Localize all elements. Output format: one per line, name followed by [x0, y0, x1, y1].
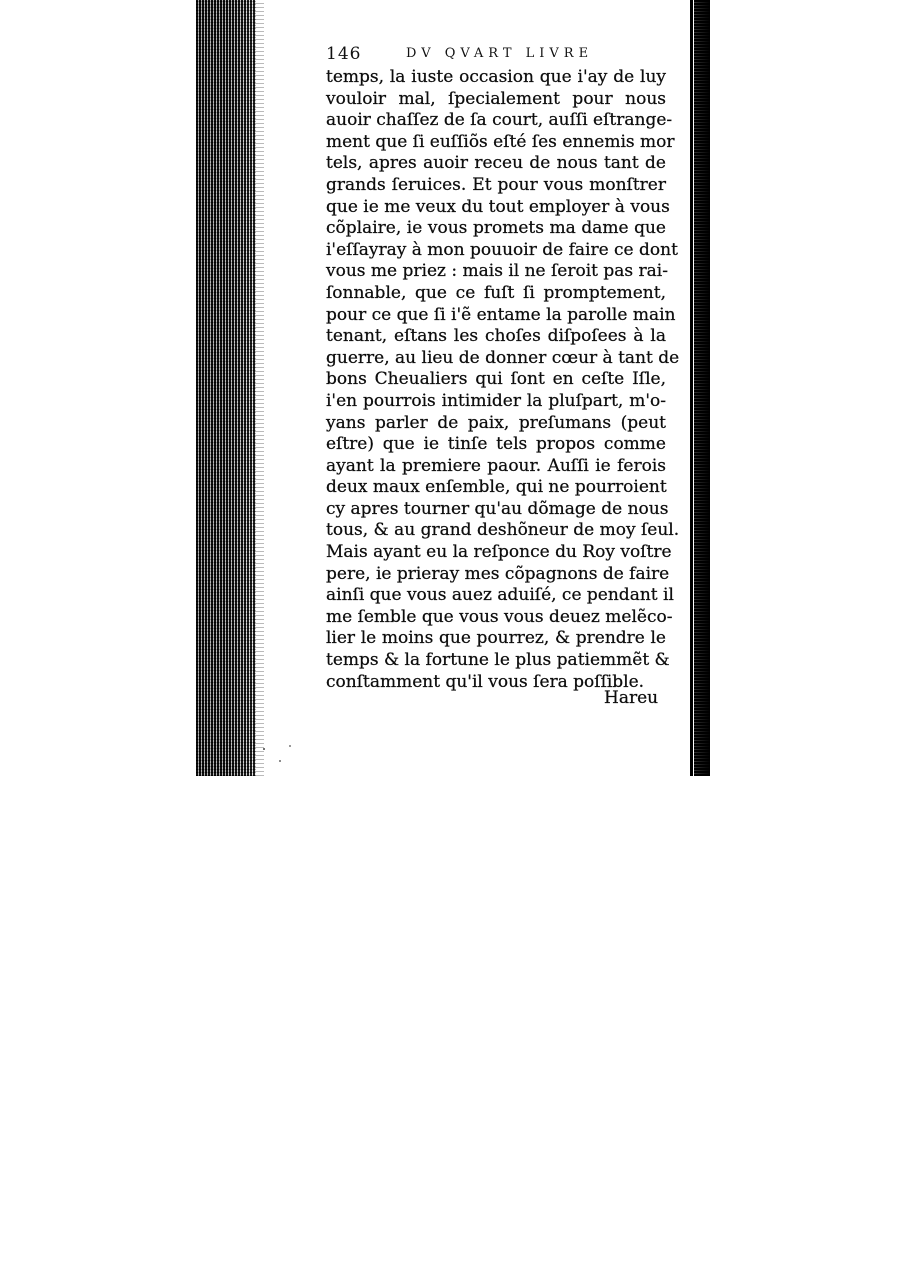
- text-line: temps & la fortune le plus patiemmẽt &: [326, 650, 670, 671]
- text-line: pere, ie prieray mes cõpagnons de faire: [326, 563, 670, 584]
- page-number: 146: [326, 44, 362, 64]
- page-edge: [694, 0, 710, 776]
- text-line: vous me priez : mais il ne ſeroit pas rai-: [326, 261, 668, 282]
- text-line: i'eſſayray à mon pouuoir de faire ce dont: [326, 239, 678, 260]
- text-line: cõplaire, ie vous promets ma dame que: [326, 218, 666, 239]
- text-line: eſtre) que ie tinſe tels propos comme: [326, 434, 666, 455]
- text-line: guerre, au lieu de donner cœur à tant de: [326, 347, 680, 368]
- text-line: conſtamment qu'il vous ſera poſſible.: [326, 671, 645, 692]
- text-line: ſonnable, que ce fuſt ſi promptement,: [326, 282, 666, 303]
- binding-gutter: [196, 0, 256, 776]
- text-line: vouloir mal, ſpecialement pour nous: [326, 88, 666, 109]
- running-head: [326, 44, 626, 66]
- catchword: Hareu: [604, 688, 659, 708]
- text-line: i'en pourrois intimider la pluſpart, m'o-: [326, 390, 666, 411]
- text-line: Mais ayant eu la reſponce du Roy voſtre: [326, 542, 672, 563]
- scanned-page: [196, 0, 710, 776]
- text-line: auoir chaſſez de ſa court, auſſi eſtrange-: [326, 110, 673, 131]
- text-line: me ſemble que vous vous deuez melẽco-: [326, 606, 673, 627]
- text-line: que ie me veux du tout employer à vous: [326, 196, 670, 217]
- text-line: yans parler de paix, preſumans (peut: [326, 412, 666, 433]
- text-line: ment que ſi euſſiõs eſté ſes ennemis mor: [326, 131, 675, 152]
- text-line: deux maux enſemble, qui ne pourroient: [326, 477, 667, 498]
- text-line: tous, & au grand deshõneur de moy ſeul.: [326, 520, 680, 541]
- text-line: grands ſeruices. Et pour vous monſtrer: [326, 174, 666, 195]
- text-line: cy apres tourner qu'au dõmage de nous: [326, 498, 669, 519]
- scan-specks: [256, 740, 296, 770]
- text-line: tels, apres auoir receu de nous tant de: [326, 153, 666, 174]
- text-line: pour ce que ſi i'ẽ entame la parolle main: [326, 304, 676, 325]
- text-line: ayant la premiere paour. Auſſi ie ferois: [326, 455, 666, 476]
- running-title: DV QVART LIVRE: [406, 46, 594, 61]
- text-line: bons Cheualiers qui ſont en ceſte Iſle,: [326, 369, 666, 390]
- text-line: lier le moins que pourrez, & prendre le: [326, 628, 666, 649]
- text-line: ainſi que vous auez aduiſé, ce pendant il: [326, 585, 674, 606]
- body-text: [326, 67, 680, 693]
- text-line: tenant, eſtans les choſes diſpoſees à la: [326, 326, 666, 347]
- text-line: temps, la iuste occasion que i'ay de luy: [326, 67, 666, 87]
